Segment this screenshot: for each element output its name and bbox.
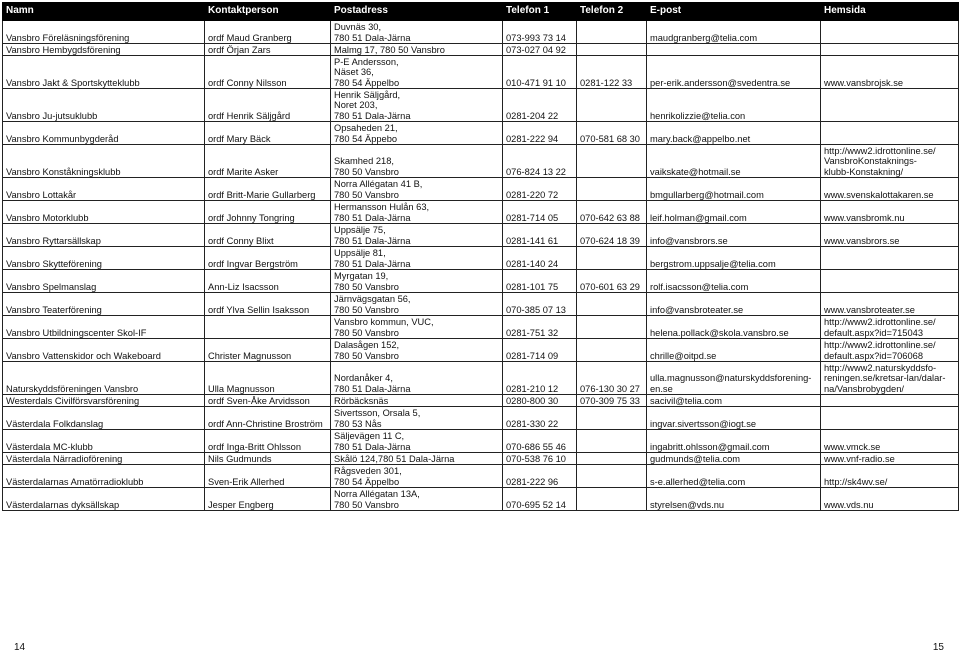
website-cell[interactable]: www.vansbroteater.se <box>821 293 959 316</box>
header-row <box>3 3 959 21</box>
phone-2-cell <box>577 488 647 511</box>
name-cell: Vansbro Konståkningsklubb <box>3 145 205 178</box>
website-cell[interactable]: http://www2.idrottonline.se/ default.aspx?id=706068 <box>821 339 959 362</box>
phone-2-cell <box>577 178 647 201</box>
postal-address-cell: Opsaheden 21, 780 54 Äppebo <box>331 122 503 145</box>
name-cell: Vansbro Teaterförening <box>3 293 205 316</box>
website-cell[interactable]: www.vansbrojsk.se <box>821 56 959 89</box>
table-row <box>3 465 959 488</box>
phone-2-cell <box>577 293 647 316</box>
phone-1-cell: 070-538 76 10 <box>503 453 577 465</box>
email-cell[interactable]: chrille@oitpd.se <box>647 339 821 362</box>
contact-person-cell: ordf Conny Blixt <box>205 224 331 247</box>
table-row <box>3 56 959 89</box>
table-row <box>3 247 959 270</box>
email-cell[interactable]: henrikolizzie@telia.con <box>647 89 821 122</box>
name-cell: Västerdala Närradioförening <box>3 453 205 465</box>
website-cell[interactable]: http://www2.idrottonline.se/ VansbroKonstaknings- klubb-Konstakning/ <box>821 145 959 178</box>
website-cell <box>821 21 959 44</box>
website-cell <box>821 122 959 145</box>
table-row <box>3 293 959 316</box>
phone-1-cell: 0281-220 72 <box>503 178 577 201</box>
phone-1-cell: 0281-751 32 <box>503 316 577 339</box>
phone-1-cell: 076-824 13 22 <box>503 145 577 178</box>
phone-2-cell <box>577 145 647 178</box>
name-cell: Västerdalarnas Amatörradioklubb <box>3 465 205 488</box>
email-cell[interactable]: s-e.allerhed@telia.com <box>647 465 821 488</box>
postal-address-cell: Uppsälje 81, 780 51 Dala-Järna <box>331 247 503 270</box>
phone-1-cell: 070-695 52 14 <box>503 488 577 511</box>
name-cell: Vansbro Spelmanslag <box>3 270 205 293</box>
name-cell: Vansbro Skytteförening <box>3 247 205 270</box>
col-header-hemsida: Hemsida <box>821 3 959 21</box>
website-cell[interactable]: www.vnf-radio.se <box>821 453 959 465</box>
table-row <box>3 339 959 362</box>
contact-person-cell: ordf Sven-Åke Arvidsson <box>205 395 331 407</box>
email-cell[interactable]: rolf.isacsson@telia.com <box>647 270 821 293</box>
phone-2-cell: 070-581 68 30 <box>577 122 647 145</box>
website-cell <box>821 44 959 56</box>
website-cell[interactable]: http://www2.idrottonline.se/ default.aspx?id=715043 <box>821 316 959 339</box>
phone-2-cell <box>577 247 647 270</box>
contact-person-cell: ordf Conny Nilsson <box>205 56 331 89</box>
contact-person-cell: ordf Mary Bäck <box>205 122 331 145</box>
phone-1-cell: 0281-101 75 <box>503 270 577 293</box>
table-row <box>3 316 959 339</box>
name-cell: Vansbro Hembygdsförening <box>3 44 205 56</box>
name-cell: Västerdala Folkdanslag <box>3 407 205 430</box>
col-header-telefon-2: Telefon 2 <box>577 3 647 21</box>
table-row <box>3 453 959 465</box>
phone-2-cell <box>577 465 647 488</box>
phone-1-cell: 0281-210 12 <box>503 362 577 395</box>
contact-person-cell: ordf Inga-Britt Ohlsson <box>205 430 331 453</box>
phone-2-cell: 070-601 63 29 <box>577 270 647 293</box>
contact-person-cell: Christer Magnusson <box>205 339 331 362</box>
phone-1-cell: 010-471 91 10 <box>503 56 577 89</box>
phone-2-cell <box>577 316 647 339</box>
postal-address-cell: Dalasågen 152, 780 50 Vansbro <box>331 339 503 362</box>
phone-1-cell: 070-686 55 46 <box>503 430 577 453</box>
phone-1-cell: 070-385 07 13 <box>503 293 577 316</box>
website-cell[interactable]: www.vansbromk.nu <box>821 201 959 224</box>
table-row <box>3 122 959 145</box>
postal-address-cell: Norra Allégatan 13A, 780 50 Vansbro <box>331 488 503 511</box>
name-cell: Västerdala MC-klubb <box>3 430 205 453</box>
postal-address-cell: Vansbro kommun, VUC, 780 50 Vansbro <box>331 316 503 339</box>
email-cell[interactable]: bergstrom.uppsalje@telia.com <box>647 247 821 270</box>
email-cell[interactable]: bmgullarberg@hotmail.com <box>647 178 821 201</box>
contact-person-cell: ordf Ann-Christine Broström <box>205 407 331 430</box>
contact-person-cell: ordf Henrik Säljgård <box>205 89 331 122</box>
postal-address-cell: Sivertsson, Orsala 5, 780 53 Nås <box>331 407 503 430</box>
website-cell[interactable]: www.vansbrors.se <box>821 224 959 247</box>
postal-address-cell: Malmg 17, 780 50 Vansbro <box>331 44 503 56</box>
postal-address-cell: Rörbäcksnäs <box>331 395 503 407</box>
name-cell: Vansbro Lottakår <box>3 178 205 201</box>
postal-address-cell: P-E Andersson, Näset 36, 780 54 Äppelbo <box>331 56 503 89</box>
phone-2-cell <box>577 430 647 453</box>
postal-address-cell: Norra Allégatan 41 B, 780 50 Vansbro <box>331 178 503 201</box>
website-cell[interactable]: www.vmck.se <box>821 430 959 453</box>
website-cell[interactable]: www.vds.nu <box>821 488 959 511</box>
phone-2-cell <box>577 339 647 362</box>
phone-2-cell: 070-624 18 39 <box>577 224 647 247</box>
contact-person-cell: Jesper Engberg <box>205 488 331 511</box>
contact-person-cell: ordf Johnny Tongring <box>205 201 331 224</box>
phone-1-cell: 0280-800 30 <box>503 395 577 407</box>
contact-person-cell: ordf Ylva Sellin Isaksson <box>205 293 331 316</box>
phone-1-cell: 0281-222 94 <box>503 122 577 145</box>
table-row <box>3 488 959 511</box>
phone-1-cell: 0281-222 96 <box>503 465 577 488</box>
table-row <box>3 407 959 430</box>
contact-person-cell: Sven-Erik Allerhed <box>205 465 331 488</box>
email-cell[interactable]: leif.holman@gmail.com <box>647 201 821 224</box>
table-row <box>3 21 959 44</box>
name-cell: Vansbro Föreläsningsförening <box>3 21 205 44</box>
table-row <box>3 178 959 201</box>
page-number-left: 14 <box>14 642 26 653</box>
email-cell[interactable]: mary.back@appelbo.net <box>647 122 821 145</box>
phone-1-cell: 0281-141 61 <box>503 224 577 247</box>
contact-person-cell: Ann-Liz Isacsson <box>205 270 331 293</box>
name-cell: Westerdals Civilförsvarsförening <box>3 395 205 407</box>
col-header-namn: Namn <box>3 3 205 21</box>
phone-2-cell: 070-642 63 88 <box>577 201 647 224</box>
contact-person-cell: ordf Maud Granberg <box>205 21 331 44</box>
col-header-telefon-1: Telefon 1 <box>503 3 577 21</box>
phone-1-cell: 0281-140 24 <box>503 247 577 270</box>
col-header-kontaktperson: Kontaktperson <box>205 3 331 21</box>
name-cell: Vansbro Jakt & Sportskytteklubb <box>3 56 205 89</box>
table-row <box>3 430 959 453</box>
phone-1-cell: 0281-714 09 <box>503 339 577 362</box>
email-cell[interactable]: ulla.magnusson@naturskyddsforening- en.se <box>647 362 821 395</box>
website-cell <box>821 407 959 430</box>
phone-2-cell <box>577 44 647 56</box>
table-row <box>3 201 959 224</box>
postal-address-cell: Säljevägen 11 C, 780 51 Dala-Järna <box>331 430 503 453</box>
website-cell <box>821 89 959 122</box>
phone-2-cell: 0281-122 33 <box>577 56 647 89</box>
email-cell[interactable]: sacivil@telia.com <box>647 395 821 407</box>
postal-address-cell: Järnvägsgatan 56, 780 50 Vansbro <box>331 293 503 316</box>
phone-1-cell: 073-027 04 92 <box>503 44 577 56</box>
email-cell[interactable]: styrelsen@vds.nu <box>647 488 821 511</box>
email-cell[interactable]: per-erik.andersson@svedentra.se <box>647 56 821 89</box>
page-number-right: 15 <box>932 642 944 653</box>
table-row <box>3 270 959 293</box>
website-cell[interactable]: http://www2.naturskyddsfo- reningen.se/kretsar-lan/dalar- na/Vansbrobygden/ <box>821 362 959 395</box>
email-cell[interactable]: helena.pollack@skola.vansbro.se <box>647 316 821 339</box>
name-cell: Vansbro Motorklubb <box>3 201 205 224</box>
name-cell: Västerdalarnas dyksällskap <box>3 488 205 511</box>
website-cell <box>821 270 959 293</box>
col-header-e-post: E-post <box>647 3 821 21</box>
website-cell[interactable]: http://sk4wv.se/ <box>821 465 959 488</box>
postal-address-cell: Skamhed 218, 780 50 Vansbro <box>331 145 503 178</box>
phone-1-cell: 0281-714 05 <box>503 201 577 224</box>
email-cell[interactable]: gudmunds@telia.com <box>647 453 821 465</box>
postal-address-cell: Myrgatan 19, 780 50 Vansbro <box>331 270 503 293</box>
name-cell: Vansbro Vattenskidor och Wakeboard <box>3 339 205 362</box>
email-cell[interactable]: info@vansbroteater.se <box>647 293 821 316</box>
contact-person-cell <box>205 316 331 339</box>
contact-person-cell: ordf Britt-Marie Gullarberg <box>205 178 331 201</box>
table-row <box>3 44 959 56</box>
phone-2-cell <box>577 453 647 465</box>
email-cell[interactable]: info@vansbrors.se <box>647 224 821 247</box>
phone-2-cell <box>577 407 647 430</box>
phone-2-cell: 076-130 30 27 <box>577 362 647 395</box>
phone-1-cell: 0281-204 22 <box>503 89 577 122</box>
postal-address-cell: Hermansson Hulån 63, 780 51 Dala-Järna <box>331 201 503 224</box>
contact-person-cell: Ulla Magnusson <box>205 362 331 395</box>
table-row <box>3 89 959 122</box>
website-cell[interactable]: www.svenskalottakaren.se <box>821 178 959 201</box>
phone-1-cell: 073-993 73 14 <box>503 21 577 44</box>
table-row <box>3 145 959 178</box>
name-cell: Vansbro Ju-jutsuklubb <box>3 89 205 122</box>
phone-1-cell: 0281-330 22 <box>503 407 577 430</box>
email-cell <box>647 44 821 56</box>
postal-address-cell: Duvnäs 30, 780 51 Dala-Järna <box>331 21 503 44</box>
email-cell[interactable]: ingabritt.ohlsson@gmail.com <box>647 430 821 453</box>
name-cell: Naturskyddsföreningen Vansbro <box>3 362 205 395</box>
phone-2-cell <box>577 21 647 44</box>
name-cell: Vansbro Kommunbygderåd <box>3 122 205 145</box>
postal-address-cell: Skålö 124,780 51 Dala-Järna <box>331 453 503 465</box>
name-cell: Vansbro Ryttarsällskap <box>3 224 205 247</box>
contact-person-cell: ordf Marite Asker <box>205 145 331 178</box>
contact-person-cell: ordf Örjan Zars <box>205 44 331 56</box>
contact-person-cell: Nils Gudmunds <box>205 453 331 465</box>
email-cell[interactable]: ingvar.sivertsson@iogt.se <box>647 407 821 430</box>
email-cell[interactable]: vaikskate@hotmail.se <box>647 145 821 178</box>
website-cell <box>821 247 959 270</box>
name-cell: Vansbro Utbildningscenter Skol-IF <box>3 316 205 339</box>
postal-address-cell: Uppsälje 75, 780 51 Dala-Järna <box>331 224 503 247</box>
phone-2-cell: 070-309 75 33 <box>577 395 647 407</box>
email-cell[interactable]: maudgranberg@telia.com <box>647 21 821 44</box>
postal-address-cell: Nordanåker 4, 780 51 Dala-Järna <box>331 362 503 395</box>
association-table <box>2 2 959 511</box>
table-row <box>3 362 959 395</box>
phone-2-cell <box>577 89 647 122</box>
contact-person-cell: ordf Ingvar Bergström <box>205 247 331 270</box>
table-row <box>3 224 959 247</box>
table-row <box>3 395 959 407</box>
postal-address-cell: Henrik Säljgård, Noret 203, 780 51 Dala-Järna <box>331 89 503 122</box>
website-cell <box>821 395 959 407</box>
postal-address-cell: Rågsveden 301, 780 54 Äppelbo <box>331 465 503 488</box>
col-header-postadress: Postadress <box>331 3 503 21</box>
